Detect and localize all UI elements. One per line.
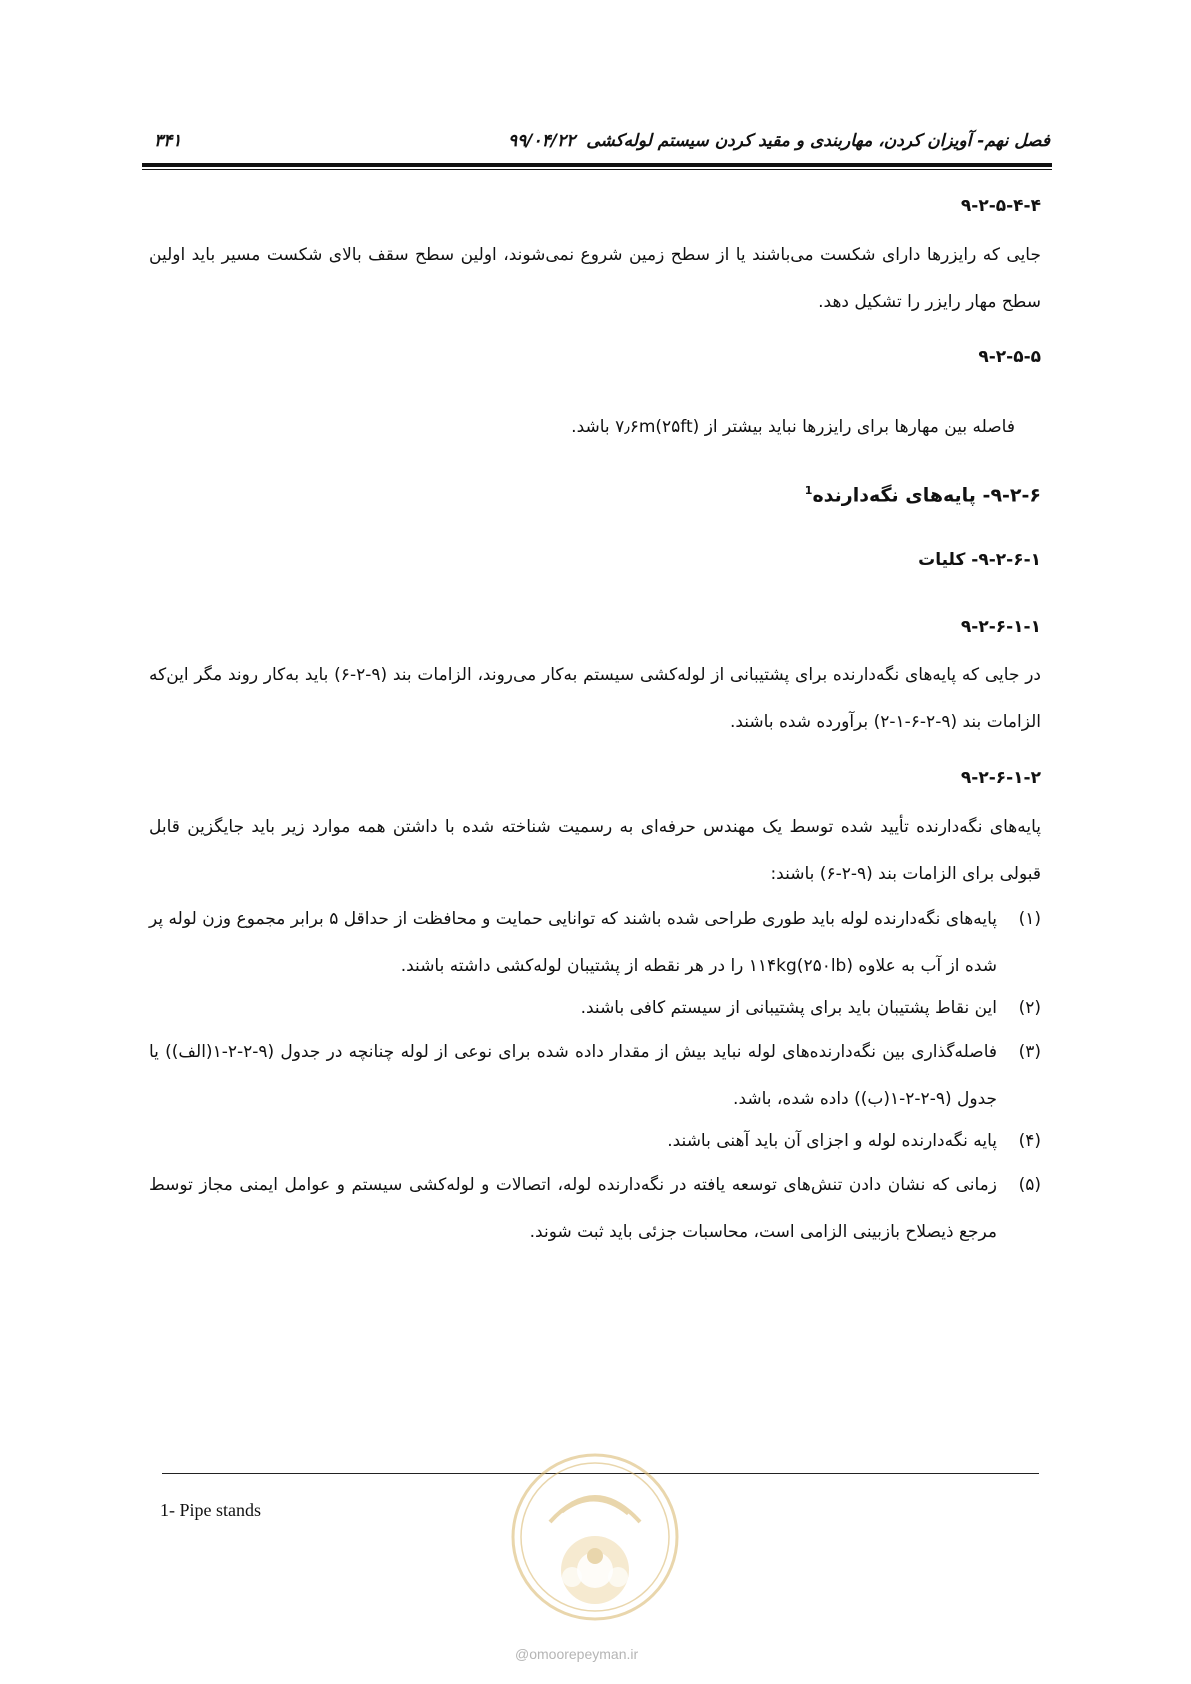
footnote-ref: 1: [804, 484, 813, 497]
footnote: 1- Pipe stands: [160, 1500, 261, 1520]
list-text: زمانی که نشان دادن تنش‌های توسعه یافته در نگه‌دارنده لوله، اتصالات و لوله‌کشی سیستم و عوامل ایمنی مجاز توسط مرجع ذیصلاح بازبینی الزامی است، محاسبات جزئی باید ثبت شوند.: [149, 1175, 997, 1242]
header-date: ۹۹/۰۴/۲۲: [508, 131, 576, 151]
list-item: [149, 985, 1041, 1032]
list-text: پایه‌های نگه‌دارنده لوله باید طوری طراحی شده باشند که توانایی حمایت و محافظت از حداقل ۵ برابر مجموع وزن لوله پر شده از آب به علاوه ۱۱۴kg(۲۵۰lb) را در هر نقطه از پشتیبان لوله‌کشی داشته باشند.: [149, 909, 997, 976]
list-text: این نقاط پشتیبان باید برای پشتیبانی از سیستم کافی باشند.: [580, 998, 997, 1018]
list-marker: (۵): [1018, 1175, 1041, 1195]
section-heading-9-2-6-1: ۹-۲-۶-۱- کلیات: [918, 550, 1041, 570]
section-number-9-2-5-5: ۹-۲-۵-۵: [978, 347, 1041, 367]
list-marker: (۴): [1018, 1131, 1041, 1151]
list-item: [149, 1162, 1041, 1256]
list-item: [149, 1029, 1041, 1123]
list-marker: (۲): [1018, 998, 1041, 1018]
section-number-9-2-6-1-1: ۹-۲-۶-۱-۱: [960, 617, 1041, 637]
section-text-9-2-5-5: فاصله بین مهارها برای رایزرها نباید بیشتر از ۷٫۶m(۲۵ft) باشد.: [571, 417, 1015, 437]
section-number-9-2-5-4-4: ۹-۲-۵-۴-۴: [960, 196, 1041, 216]
page-number: ۳۴۱: [154, 131, 182, 151]
list-marker: (۳): [1018, 1042, 1041, 1062]
list-marker: (۱): [1018, 909, 1041, 929]
section-text-9-2-6-1-1: در جایی که پایه‌های نگه‌دارنده برای پشتیبانی از لوله‌کشی سیستم به‌کار می‌روند، الزامات بند (۹-۲-۶) باید به‌کار روند مگر این‌که الزامات بند (۹-۲-۶-۱-۲) برآورده شده باشند.: [149, 665, 1041, 732]
section-text-9-2-6-1-2: پایه‌های نگه‌دارنده تأیید شده توسط یک مهندس حرفه‌ای به رسمیت شناخته شده با داشتن همه موارد زیر باید جایگزین قابل قبولی برای الزامات بند (۹-۲-۶) باشند:: [149, 817, 1041, 884]
stamp-logo: [510, 1452, 680, 1622]
section-text-9-2-5-4-4: جایی که رایزرها دارای شکست می‌باشند یا از سطح زمین شروع نمی‌شوند، اولین سطح سقف بالای شکست مسیر باید اولین سطح مهار رایزر را تشکیل دهد.: [149, 245, 1041, 312]
watermark: @omoorepeyman.ir: [515, 1646, 639, 1662]
section-heading-9-2-6: [149, 484, 1041, 506]
section-number-9-2-6-1-2: ۹-۲-۶-۱-۲: [960, 768, 1041, 788]
list-item: [149, 896, 1041, 990]
list-text: پایه نگه‌دارنده لوله و اجزای آن باید آهنی باشند.: [667, 1131, 997, 1151]
heading-text: ۹-۲-۶- پایه‌های نگه‌دارنده: [812, 484, 1041, 507]
chapter-title: فصل نهم- آویزان کردن، مهاربندی و مقید کردن سیستم لوله‌کشی: [586, 131, 1050, 151]
list-item: [149, 1118, 1041, 1165]
list-text: فاصله‌گذاری بین نگه‌دارنده‌های لوله نباید بیش از مقدار داده شده برای نوعی از لوله چنانچه در جدول (۹-۲-۲-۱(الف)) یا جدول (۹-۲-۲-۱(ب)) داده شده، باشد.: [149, 1042, 997, 1109]
